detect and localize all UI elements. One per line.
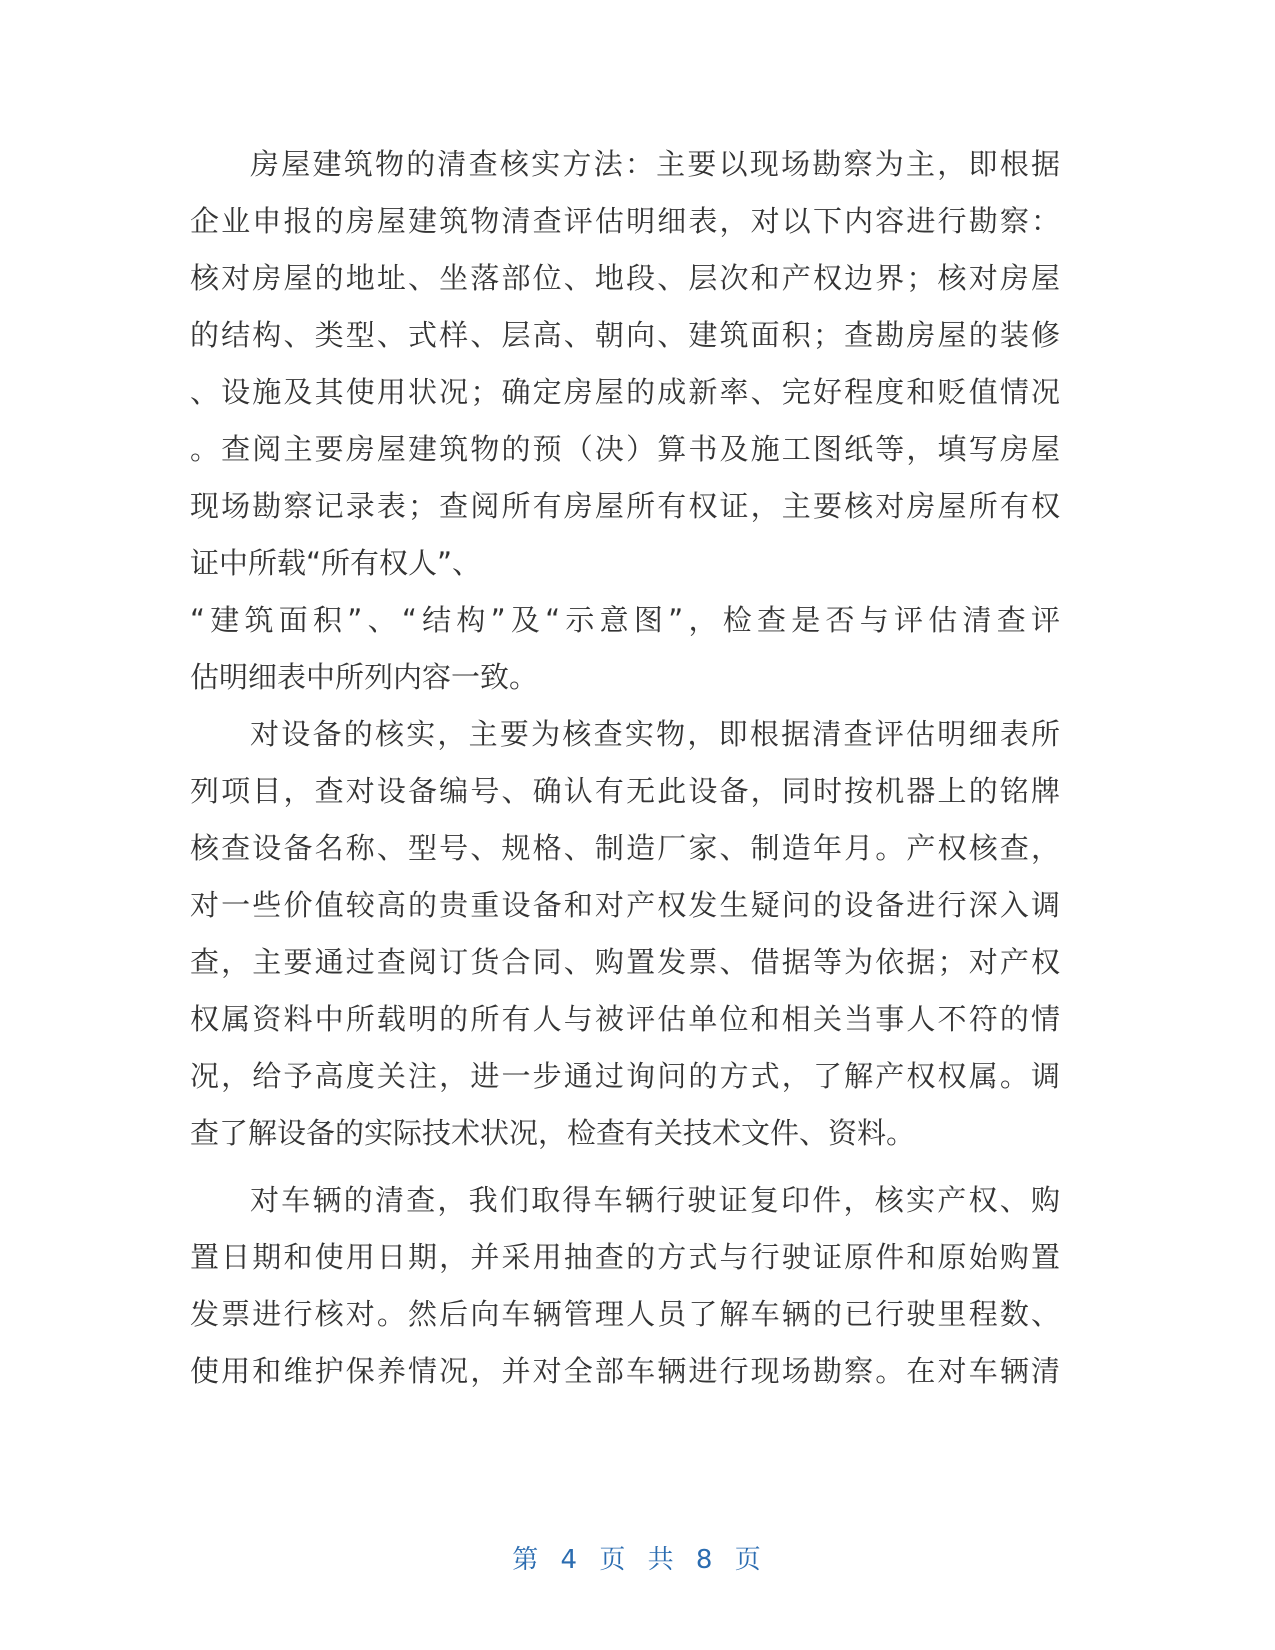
paragraph-line: 。查阅主要房屋建筑物的预（决）算书及施工图纸等，填写房屋 <box>190 432 1060 466</box>
page-number-footer: 第 4 页 共 8 页 <box>512 1545 763 1575</box>
paragraph-line: 核对房屋的地址、坐落部位、地段、层次和产权边界；核对房屋 <box>190 261 1060 295</box>
paragraph-line: 证中所载“所有权人”、 <box>190 546 482 580</box>
paragraph-line: 企业申报的房屋建筑物清查评估明细表，对以下内容进行勘察： <box>190 204 1060 238</box>
paragraph-line: 发票进行核对。然后向车辆管理人员了解车辆的已行驶里程数、 <box>190 1297 1060 1331</box>
paragraph-line: 使用和维护保养情况，并对全部车辆进行现场勘察。在对车辆清 <box>190 1354 1060 1388</box>
paragraph-line: 核查设备名称、型号、规格、制造厂家、制造年月。产权核查， <box>190 831 1060 865</box>
paragraph-line: 对一些价值较高的贵重设备和对产权发生疑问的设备进行深入调 <box>190 888 1060 922</box>
paragraph-line: 查了解设备的实际技术状况，检查有关技术文件、资料。 <box>190 1116 916 1150</box>
paragraph-line: 对车辆的清查，我们取得车辆行驶证复印件，核实产权、购 <box>250 1183 1060 1217</box>
paragraph-line: 查，主要通过查阅订货合同、购置发票、借据等为依据；对产权 <box>190 945 1060 979</box>
paragraph-line: 、设施及其使用状况；确定房屋的成新率、完好程度和贬值情况 <box>190 375 1060 409</box>
paragraph-line: 的结构、类型、式样、层高、朝向、建筑面积；查勘房屋的装修 <box>190 318 1060 352</box>
paragraph-line: 现场勘察记录表；查阅所有房屋所有权证，主要核对房屋所有权 <box>190 489 1060 523</box>
paragraph-line: 列项目，查对设备编号、确认有无此设备，同时按机器上的铭牌 <box>190 774 1060 808</box>
paragraph-line: “建筑面积”、“结构”及“示意图”，检查是否与评估清查评 <box>190 603 1060 637</box>
paragraph-line: 估明细表中所列内容一致。 <box>190 660 539 694</box>
paragraph-line: 房屋建筑物的清查核实方法：主要以现场勘察为主，即根据 <box>250 147 1060 181</box>
paragraph-line: 况，给予高度关注，进一步通过询问的方式，了解产权权属。调 <box>190 1059 1060 1093</box>
paragraph-line: 置日期和使用日期，并采用抽查的方式与行驶证原件和原始购置 <box>190 1240 1060 1274</box>
paragraph-line: 对设备的核实，主要为核查实物，即根据清查评估明细表所 <box>250 717 1060 751</box>
paragraph-line: 权属资料中所载明的所有人与被评估单位和相关当事人不符的情 <box>190 1002 1060 1036</box>
